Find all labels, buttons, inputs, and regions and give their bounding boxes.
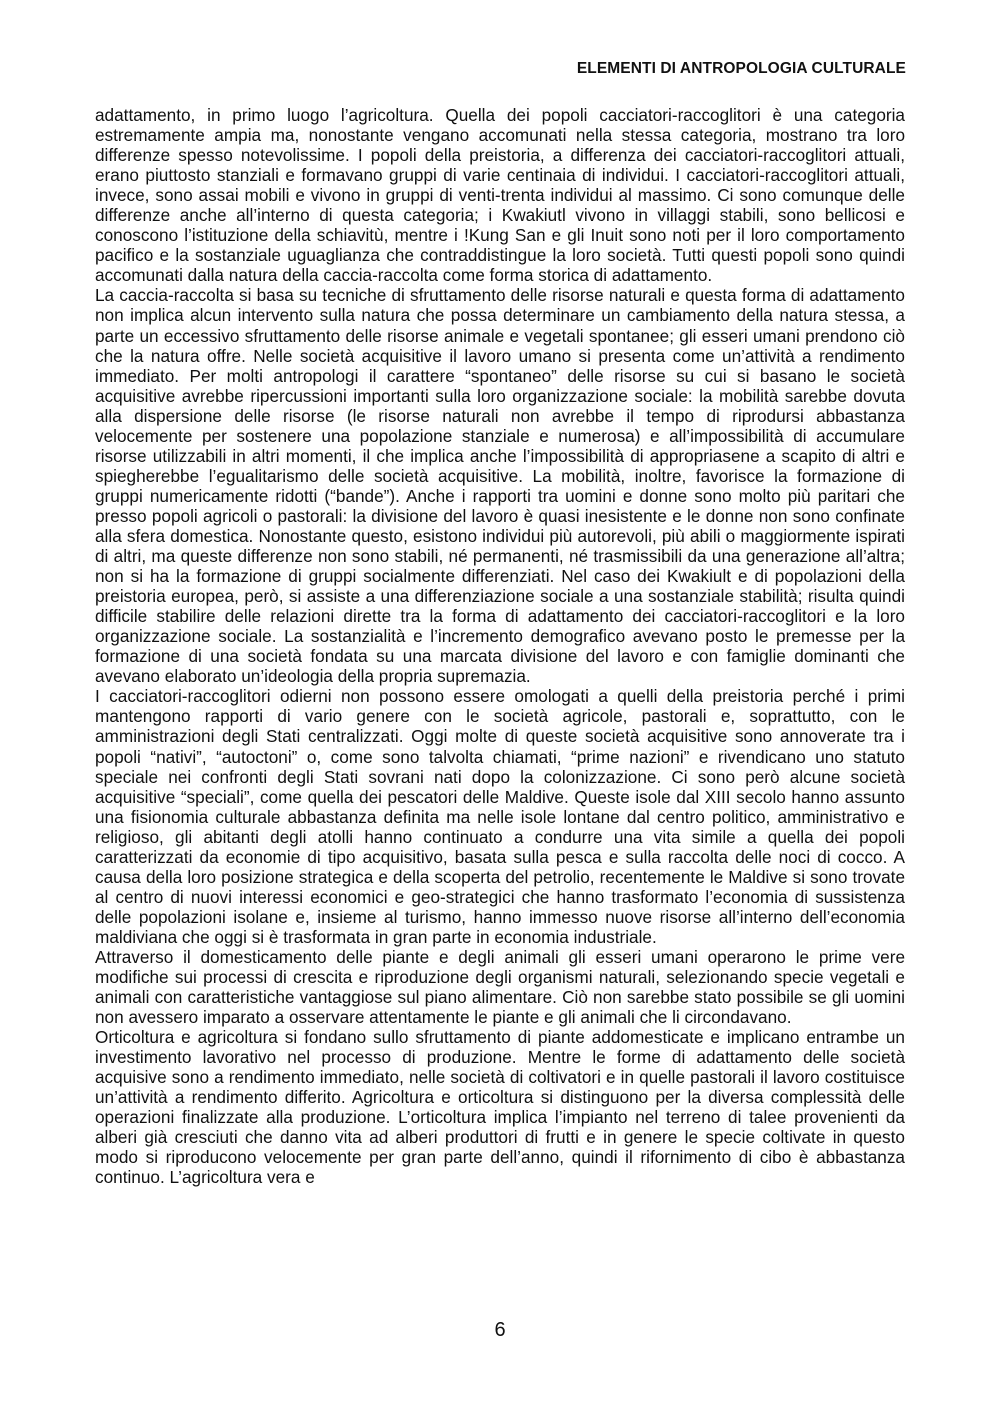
page-number: 6 [494, 1319, 506, 1341]
paragraph: Attraverso il domesticamento delle piante e degli animali gli esseri umani operarono le prime vere modifiche sui processi di crescita e riproduzione degli organismi naturali, selezionando specie vegetali e animali con caratteristiche vantaggiose sul piano alimentare. Ciò non sarebbe stato possibile se gli uomini non avessero imparato a osservare attentamente le piante e gli animali che li circondavano. [95, 946, 905, 1028]
paragraph: Orticoltura e agricoltura si fondano sullo sfruttamento di piante addomesticate e implicano entrambe un investimento lavorativo nel processo di produzione. Mentre le forme di adattamento delle società acquisive sono a rendimento immediato, nelle società di coltivatori e in quelle pastorali il lavoro costituisce un’attività a rendimento differito. Agricoltura e orticoltura si distinguono per la diversa complessità delle operazioni finalizzate alla produzione. L’orticoltura implica l’impianto nel terreno di talee provenienti da alberi già cresciuti che danno vita ad alberi produttori di frutti e in genere le specie coltivate in questo modo si riproducono velocemente per gran parte dell’anno, quindi il rifornimento di cibo è abbastanza continuo. L’agricoltura vera e [95, 1027, 905, 1188]
paragraph: La caccia-raccolta si basa su tecniche di sfruttamento delle risorse naturali e questa forma di adattamento non implica alcun intervento sulla natura che possa determinare un cambiamento della natura stessa, a parte un eccessivo sfruttamento delle risorse animale e vegetali spontanee; gli esseri umani prendono ciò che la natura offre. Nelle società acquisitive il lavoro umano si presenta come un’attività a rendimento immediato. Per molti antropologi il carattere “spontaneo” delle risorse su cui si basano le società acquisitive avrebbe ripercussioni importanti sulla loro organizzazione sociale: la mobilità sarebbe dovuta alla dispersione delle risorse (le risorse naturali non avrebbe il tempo di riprodursi abbastanza velocemente per sostenere una popolazione stanziale e numerosa) e all’impossibilità di accumulare risorse utilizzabili in altri momenti, il che implica anche l’impossibilità di appropriasene a scapito di altri e spiegherebbe l’egualitarismo delle società acquisitive. La mobilità, inoltre, favorisce la formazione di gruppi numericamente ridotti (“bande”). Anche i rapporti tra uomini e donne sono molto più paritari che presso popoli agricoli o pastorali: la divisione del lavoro è quasi inesistente e le donne non sono confinate alla sfera domestica. Nonostante questo, esistono individui più autorevoli, più abili o maggiormente ispirati di altri, ma queste differenze non sono stabili, né permanenti, né trasmissibili da una generazione all’altra; non si ha la formazione di gruppi socialmente differenziati. Nel caso dei Kwakiult e di popolazioni della preistoria europea, però, si assiste a una differenziazione sociale a una sostanziale stabilità; risulta quindi difficile stabilire delle relazioni dirette tra la forma di adattamento dei cacciatori-raccoglitori e la loro organizzazione sociale. La sostanzialità e l’incremento demografico avevano posto le premesse per la formazione di una società fondata su una marcata divisione del lavoro e con famiglie dominanti che avevano elaborato un’ideologia della propria supremazia. [95, 285, 905, 687]
paragraph: adattamento, in primo luogo l’agricoltura. Quella dei popoli cacciatori-raccoglitori è una categoria estremamente ampia ma, nonostante vengano accomunati nella stessa categoria, mostrano tra loro differenze spesso notevolissime. I popoli della preistoria, a differenza dei cacciatori-raccoglitori attuali, erano piuttosto stanziali e formavano gruppi di varie centinaia di individui. I cacciatori-raccoglitori attuali, invece, sono assai mobili e vivono in gruppi di venti-trenta individui al massimo. Ci sono comunque delle differenze anche all’interno di questa categoria; i Kwakiutl vivono in villaggi stabili, sono bellicosi e conoscono l’istituzione della schiavitù, mentre i !Kung San e gli Inuit sono noti per il loro comportamento pacifico e la sostanziale uguaglianza che contraddistingue la loro società. Tutti questi popoli sono quindi accomunati dalla natura della caccia-raccolta come forma storica di adattamento. [95, 105, 905, 286]
paragraph: I cacciatori-raccoglitori odierni non possono essere omologati a quelli della preistoria perché i primi mantengono rapporti di vario genere con le società agricole, pastorali e, soprattutto, con le amministrazioni degli Stati centralizzati. Oggi molte di queste società acquisitive sono annoverate tra i popoli “nativi”, “autoctoni” o, come sono talvolta chiamati, “prime nazioni” e rivendicano uno statuto speciale nei confronti degli Stati sovrani nati dopo la colonizzazione. Ci sono però alcune società acquisitive “speciali”, come quella dei pescatori delle Maldive. Queste isole dal XIII secolo hanno assunto una fisionomia culturale abbastanza definita ma nelle isole lontane dal centro politico, amministrativo e religioso, gli abitanti degli atolli hanno continuato a condurre una vita simile a quella dei popoli caratterizzati da economie di tipo acquisitivo, basata sulla pesca e sulla raccolta delle noci di cocco. A causa della loro posizione strategica e della scoperta del petrolio, recentemente le Maldive si sono trovate al centro di nuovi interessi economici e geo-strategici che hanno trasformato l’economia di sussistenza delle popolazioni isolane e, insieme al turismo, hanno immesso nuove risorse all’interno dell’economia maldiviana che oggi si è trasformata in gran parte in economia industriale. [95, 686, 905, 947]
running-header: ELEMENTI DI ANTROPOLOGIA CULTURALE [576, 60, 906, 77]
body-text [95, 105, 905, 1188]
